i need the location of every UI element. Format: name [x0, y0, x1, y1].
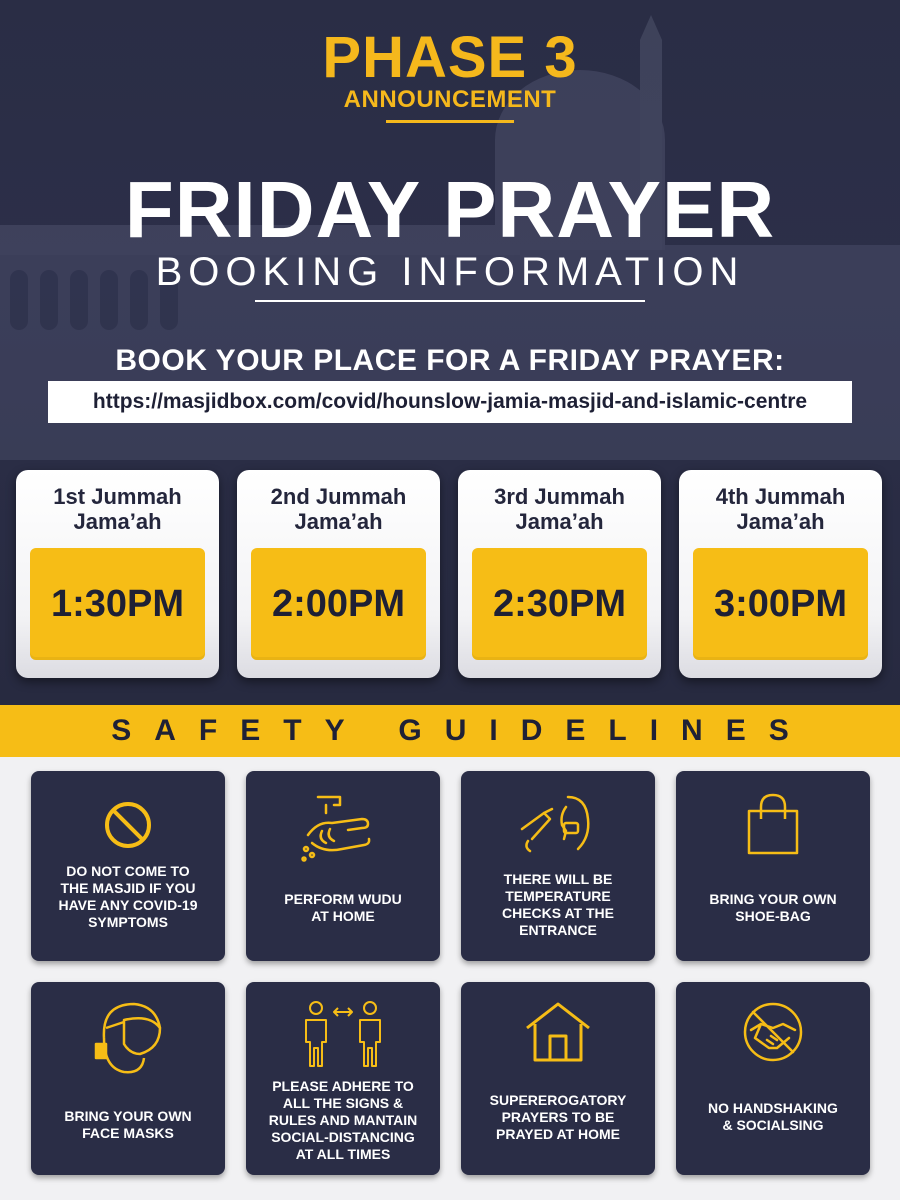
- jummah-card: [16, 470, 219, 678]
- jummah-card: [458, 470, 661, 678]
- safety-heading: SAFETY GUIDELINES: [111, 714, 812, 747]
- guideline-line: SYMPTOMS: [88, 914, 168, 930]
- guideline-line: & SOCIALSING: [722, 1117, 824, 1133]
- guideline-text: [682, 1100, 864, 1134]
- guideline-tile: [676, 771, 870, 961]
- guideline-line: RULES AND MANTAIN: [268, 1112, 418, 1128]
- guideline-tile: [31, 982, 225, 1175]
- guideline-text: [252, 891, 434, 925]
- divider: [255, 300, 645, 302]
- guideline-line: ENTRANCE: [519, 922, 597, 938]
- guideline-tile: [246, 982, 440, 1175]
- face-mask-icon: [31, 998, 225, 1078]
- thermometer-icon: [461, 789, 655, 859]
- jummah-time: 1:30PM: [30, 548, 205, 660]
- guideline-tile: [461, 771, 655, 961]
- guideline-line: PRAYERS TO BE: [501, 1109, 615, 1125]
- jummah-label-line: Jama’ah: [736, 509, 825, 534]
- guideline-line: FACE MASKS: [82, 1125, 174, 1141]
- phase-heading: PHASE 3: [322, 25, 578, 90]
- guideline-line: AT HOME: [311, 908, 375, 924]
- guideline-text: [467, 871, 649, 939]
- social-distancing-icon: [246, 998, 440, 1070]
- guideline-line: BRING YOUR OWN: [64, 1108, 192, 1124]
- jummah-label-line: Jama’ah: [73, 509, 162, 534]
- no-handshake-icon: [676, 1000, 870, 1064]
- jummah-time: 3:00PM: [693, 548, 868, 660]
- page-subtitle: BOOKING INFORMATION: [155, 250, 745, 294]
- guideline-line: PRAYED AT HOME: [496, 1126, 620, 1142]
- safety-heading-band: [0, 705, 900, 757]
- house-icon: [461, 998, 655, 1064]
- jummah-time: 2:00PM: [251, 548, 426, 660]
- jummah-label-line: 4th Jummah: [715, 484, 846, 509]
- jummah-label: [16, 484, 219, 534]
- guideline-text: [467, 1092, 649, 1143]
- guideline-tile: [461, 982, 655, 1175]
- guideline-line: PLEASE ADHERE TO: [272, 1078, 414, 1094]
- guideline-line: AT ALL TIMES: [295, 1146, 391, 1162]
- jummah-label-line: Jama’ah: [515, 509, 604, 534]
- guideline-line: SUPEREROGATORY: [489, 1092, 627, 1108]
- guideline-line: DO NOT COME TO: [66, 863, 190, 879]
- jummah-times: [16, 470, 886, 680]
- guideline-line: SHOE-BAG: [735, 908, 811, 924]
- jummah-label: [458, 484, 661, 534]
- announcement-label: ANNOUNCEMENT: [343, 86, 557, 113]
- divider: [386, 120, 514, 123]
- jummah-card: [679, 470, 882, 678]
- jummah-label-line: 2nd Jummah: [270, 484, 407, 509]
- shopping-bag-icon: [676, 791, 870, 857]
- guideline-line: HAVE ANY COVID-19: [58, 897, 198, 913]
- guideline-line: THERE WILL BE: [503, 871, 613, 887]
- handwash-icon: [246, 791, 440, 866]
- guideline-text: [37, 863, 219, 931]
- jummah-label-line: 3rd Jummah: [494, 484, 625, 509]
- booking-link[interactable]: https://masjidbox.com/covid/hounslow-jamia-masjid-and-islamic-centre: [48, 381, 852, 423]
- guideline-tile: [676, 982, 870, 1175]
- guideline-tile: [31, 771, 225, 961]
- jummah-label: [679, 484, 882, 534]
- guideline-text: [37, 1108, 219, 1142]
- guideline-tile: [246, 771, 440, 961]
- guideline-line: TEMPERATURE: [505, 888, 611, 904]
- page-title: FRIDAY PRAYER: [124, 165, 776, 254]
- guideline-line: CHECKS AT THE: [502, 905, 614, 921]
- prohibited-icon: [31, 799, 225, 851]
- jummah-label-line: 1st Jummah: [53, 484, 182, 509]
- guideline-line: PERFORM WUDU: [284, 891, 402, 907]
- guideline-line: BRING YOUR OWN: [709, 891, 837, 907]
- guideline-text: [682, 891, 864, 925]
- jummah-label: [237, 484, 440, 534]
- guideline-line: SOCIAL-DISTANCING: [271, 1129, 415, 1145]
- jummah-time: 2:30PM: [472, 548, 647, 660]
- jummah-card: [237, 470, 440, 678]
- guideline-line: ALL THE SIGNS &: [282, 1095, 404, 1111]
- jummah-label-line: Jama’ah: [294, 509, 383, 534]
- guideline-line: NO HANDSHAKING: [708, 1100, 838, 1116]
- booking-prompt: BOOK YOUR PLACE FOR A FRIDAY PRAYER:: [115, 344, 785, 377]
- guideline-line: THE MASJID IF YOU: [60, 880, 196, 896]
- guideline-text: [252, 1078, 434, 1163]
